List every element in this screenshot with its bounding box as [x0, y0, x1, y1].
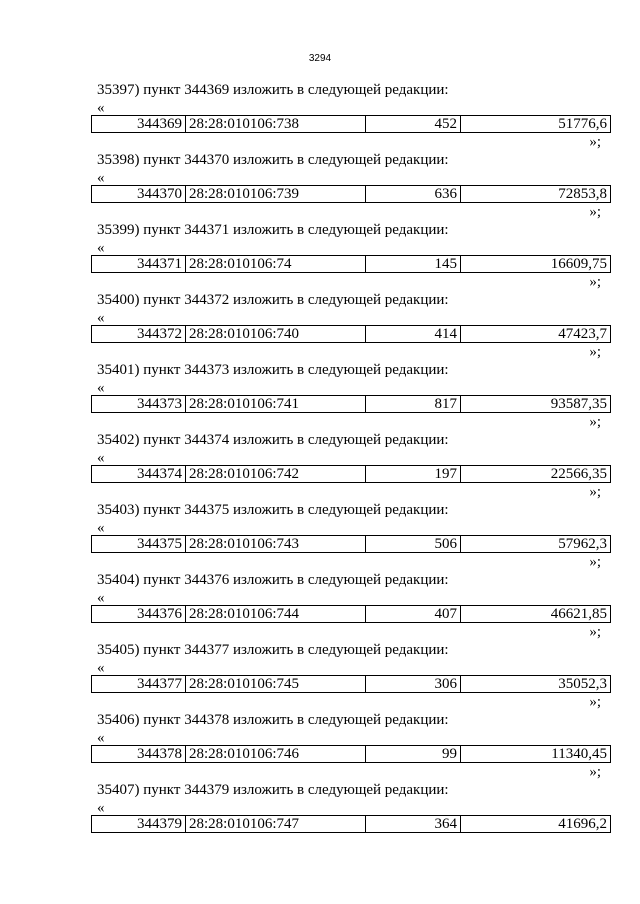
- cadastral-number-cell: 28:28:010106:739: [186, 186, 366, 203]
- table-row: [92, 676, 611, 693]
- open-quote: «: [97, 800, 105, 816]
- open-quote: «: [97, 730, 105, 746]
- value-cell: 57962,3: [461, 536, 611, 553]
- area-cell: 99: [366, 746, 461, 763]
- item-number-cell: 344378: [92, 746, 186, 763]
- amendment-item: [91, 571, 611, 641]
- open-quote: «: [97, 240, 105, 256]
- amendment-item: [91, 361, 611, 431]
- amendment-item: [91, 221, 611, 291]
- area-cell: 506: [366, 536, 461, 553]
- amendment-heading: 35398) пункт 344370 изложить в следующей редакции:: [97, 152, 449, 168]
- area-cell: 636: [366, 186, 461, 203]
- table-row: [92, 396, 611, 413]
- amendment-item: [91, 711, 611, 781]
- cadastral-number-cell: 28:28:010106:746: [186, 746, 366, 763]
- amendment-heading: 35405) пункт 344377 изложить в следующей редакции:: [97, 642, 449, 658]
- amendment-heading: 35407) пункт 344379 изложить в следующей редакции:: [97, 782, 449, 798]
- amendment-item: [91, 641, 611, 711]
- table-row: [92, 186, 611, 203]
- value-cell: 41696,2: [461, 816, 611, 833]
- amendment-heading: 35399) пункт 344371 изложить в следующей редакции:: [97, 222, 449, 238]
- amendment-heading: 35400) пункт 344372 изложить в следующей редакции:: [97, 292, 449, 308]
- value-cell: 51776,6: [461, 116, 611, 133]
- amendment-item: [91, 151, 611, 221]
- table-row: [92, 536, 611, 553]
- amendment-table: [91, 675, 611, 693]
- amendment-heading: 35404) пункт 344376 изложить в следующей редакции:: [97, 572, 449, 588]
- amendment-table: [91, 815, 611, 833]
- open-quote: «: [97, 380, 105, 396]
- amendment-item: [91, 781, 611, 851]
- table-row: [92, 746, 611, 763]
- amendment-table: [91, 605, 611, 623]
- amendment-item: [91, 81, 611, 151]
- value-cell: 35052,3: [461, 676, 611, 693]
- amendment-table: [91, 535, 611, 553]
- area-cell: 197: [366, 466, 461, 483]
- close-quote: »;: [589, 764, 601, 780]
- area-cell: 817: [366, 396, 461, 413]
- amendment-table: [91, 185, 611, 203]
- close-quote: »;: [589, 274, 601, 290]
- page-number: 3294: [308, 53, 332, 64]
- area-cell: 452: [366, 116, 461, 133]
- open-quote: «: [97, 660, 105, 676]
- close-quote: »;: [589, 414, 601, 430]
- table-row: [92, 326, 611, 343]
- cadastral-number-cell: 28:28:010106:747: [186, 816, 366, 833]
- value-cell: 46621,85: [461, 606, 611, 623]
- amendment-item: [91, 291, 611, 361]
- amendment-table: [91, 115, 611, 133]
- close-quote: »;: [589, 204, 601, 220]
- item-number-cell: 344374: [92, 466, 186, 483]
- item-number-cell: 344376: [92, 606, 186, 623]
- amendment-table: [91, 325, 611, 343]
- close-quote: »;: [589, 694, 601, 710]
- item-number-cell: 344373: [92, 396, 186, 413]
- value-cell: 16609,75: [461, 256, 611, 273]
- value-cell: 22566,35: [461, 466, 611, 483]
- amendment-heading: 35403) пункт 344375 изложить в следующей редакции:: [97, 502, 449, 518]
- cadastral-number-cell: 28:28:010106:738: [186, 116, 366, 133]
- item-number-cell: 344371: [92, 256, 186, 273]
- item-number-cell: 344369: [92, 116, 186, 133]
- amendment-heading: 35401) пункт 344373 изложить в следующей редакции:: [97, 362, 449, 378]
- cadastral-number-cell: 28:28:010106:741: [186, 396, 366, 413]
- close-quote: »;: [589, 484, 601, 500]
- item-number-cell: 344375: [92, 536, 186, 553]
- cadastral-number-cell: 28:28:010106:74: [186, 256, 366, 273]
- table-row: [92, 256, 611, 273]
- close-quote: »;: [589, 624, 601, 640]
- item-number-cell: 344370: [92, 186, 186, 203]
- amendment-table: [91, 465, 611, 483]
- item-number-cell: 344379: [92, 816, 186, 833]
- amendment-table: [91, 395, 611, 413]
- area-cell: 306: [366, 676, 461, 693]
- amendment-item: [91, 501, 611, 571]
- item-number-cell: 344372: [92, 326, 186, 343]
- open-quote: «: [97, 450, 105, 466]
- area-cell: 414: [366, 326, 461, 343]
- open-quote: «: [97, 310, 105, 326]
- amendment-heading: 35402) пункт 344374 изложить в следующей редакции:: [97, 432, 449, 448]
- table-row: [92, 606, 611, 623]
- table-row: [92, 816, 611, 833]
- amendment-item: [91, 431, 611, 501]
- open-quote: «: [97, 100, 105, 116]
- open-quote: «: [97, 590, 105, 606]
- item-number-cell: 344377: [92, 676, 186, 693]
- open-quote: «: [97, 520, 105, 536]
- amendment-table: [91, 255, 611, 273]
- cadastral-number-cell: 28:28:010106:744: [186, 606, 366, 623]
- close-quote: »;: [589, 344, 601, 360]
- amendment-heading: 35406) пункт 344378 изложить в следующей редакции:: [97, 712, 449, 728]
- value-cell: 72853,8: [461, 186, 611, 203]
- cadastral-number-cell: 28:28:010106:740: [186, 326, 366, 343]
- area-cell: 407: [366, 606, 461, 623]
- open-quote: «: [97, 170, 105, 186]
- value-cell: 47423,7: [461, 326, 611, 343]
- table-row: [92, 116, 611, 133]
- amendment-table: [91, 745, 611, 763]
- area-cell: 364: [366, 816, 461, 833]
- close-quote: »;: [589, 134, 601, 150]
- cadastral-number-cell: 28:28:010106:743: [186, 536, 366, 553]
- close-quote: »;: [589, 554, 601, 570]
- cadastral-number-cell: 28:28:010106:745: [186, 676, 366, 693]
- cadastral-number-cell: 28:28:010106:742: [186, 466, 366, 483]
- amendment-heading: 35397) пункт 344369 изложить в следующей редакции:: [97, 82, 449, 98]
- area-cell: 145: [366, 256, 461, 273]
- amendment-list: [91, 81, 611, 851]
- table-row: [92, 466, 611, 483]
- value-cell: 93587,35: [461, 396, 611, 413]
- value-cell: 11340,45: [461, 746, 611, 763]
